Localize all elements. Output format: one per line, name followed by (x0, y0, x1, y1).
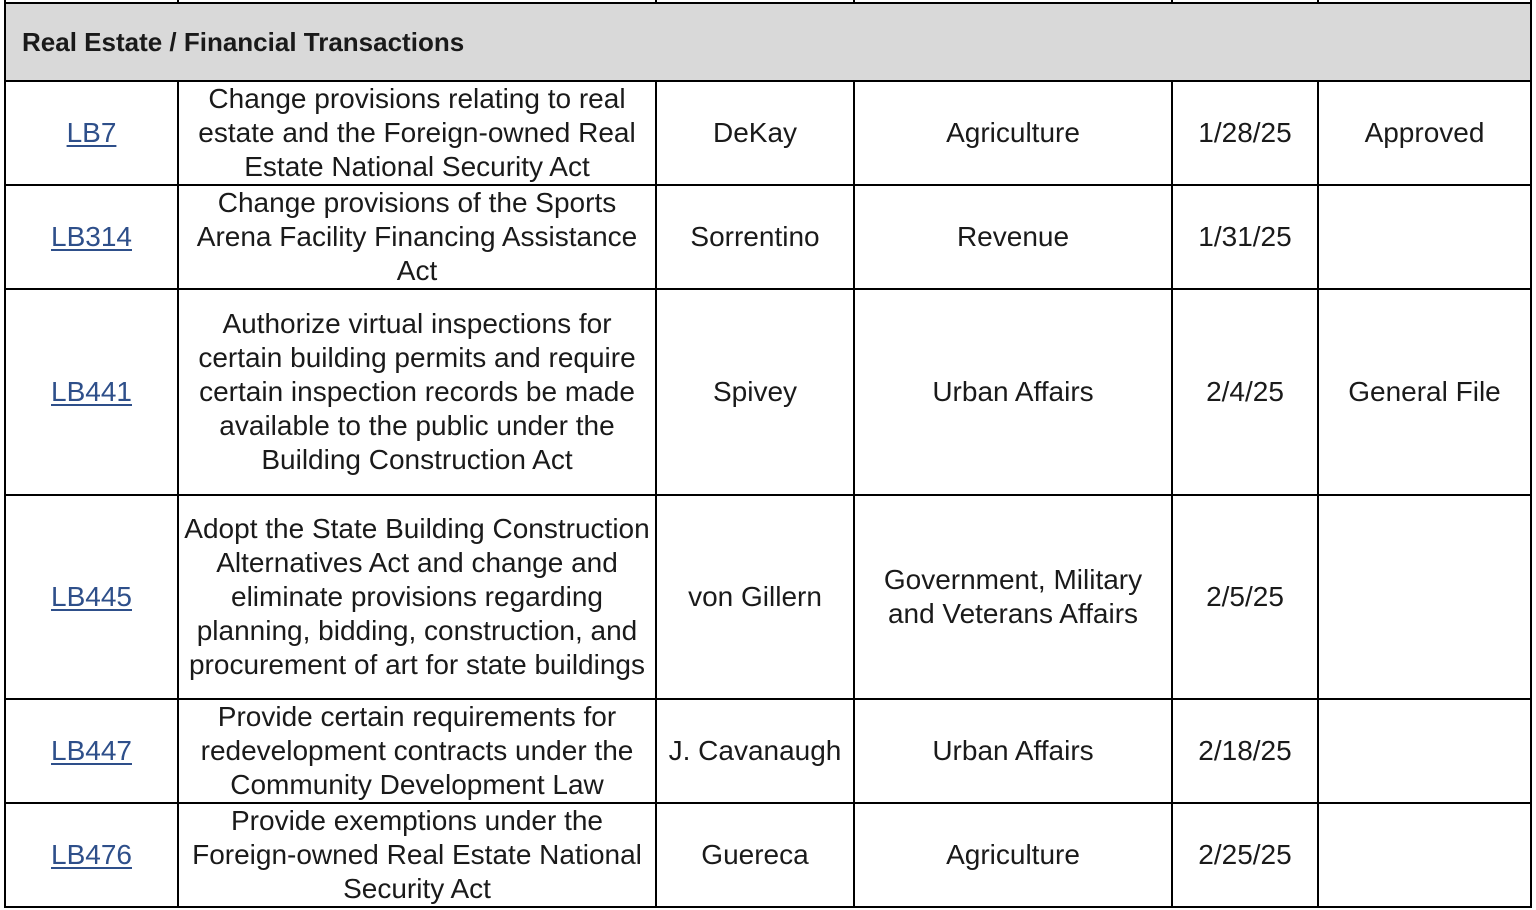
bill-number-cell (5, 81, 178, 185)
bill-status (1318, 803, 1531, 907)
table-row (5, 289, 1531, 495)
bill-date: 1/31/25 (1172, 185, 1318, 289)
bill-sponsor: von Gillern (656, 495, 854, 699)
bill-committee: Revenue (854, 185, 1172, 289)
bill-description: Provide certain requirements for redevelopment contracts under the Community Development Law (178, 699, 656, 803)
bill-sponsor: Sorrentino (656, 185, 854, 289)
table-row (5, 803, 1531, 907)
bill-description: Adopt the State Building Construction Alternatives Act and change and eliminate provisions regarding planning, bidding, construction, and procurement of art for state buildings (178, 495, 656, 699)
bill-link-lb447[interactable]: LB447 (51, 735, 132, 766)
bill-sponsor: DeKay (656, 81, 854, 185)
bill-description: Provide exemptions under the Foreign-owned Real Estate National Security Act (178, 803, 656, 907)
bill-number-cell (5, 289, 178, 495)
bill-link-lb476[interactable]: LB476 (51, 839, 132, 870)
bill-committee: Government, Military and Veterans Affairs (854, 495, 1172, 699)
table-row (5, 185, 1531, 289)
bill-date: 2/25/25 (1172, 803, 1318, 907)
bill-status: Approved (1318, 81, 1531, 185)
bill-number-cell (5, 495, 178, 699)
bill-committee: Agriculture (854, 81, 1172, 185)
bill-link-lb314[interactable]: LB314 (51, 221, 132, 252)
section-title: Real Estate / Financial Transactions (5, 3, 1531, 81)
section-header-row (5, 3, 1531, 81)
bill-description: Change provisions relating to real estate and the Foreign-owned Real Estate National Security Act (178, 81, 656, 185)
bill-date: 2/4/25 (1172, 289, 1318, 495)
bill-number-cell (5, 699, 178, 803)
bill-status (1318, 495, 1531, 699)
bill-status (1318, 699, 1531, 803)
bill-date: 2/5/25 (1172, 495, 1318, 699)
bill-number-cell (5, 803, 178, 907)
bill-link-lb441[interactable]: LB441 (51, 376, 132, 407)
bill-table-container (4, 0, 1530, 908)
bill-committee: Urban Affairs (854, 289, 1172, 495)
bill-description: Authorize virtual inspections for certain building permits and require certain inspection records be made available to the public under the Building Construction Act (178, 289, 656, 495)
bill-date: 2/18/25 (1172, 699, 1318, 803)
table-row (5, 81, 1531, 185)
bill-table (4, 0, 1532, 908)
bill-number-cell (5, 185, 178, 289)
bill-committee: Agriculture (854, 803, 1172, 907)
bill-status: General File (1318, 289, 1531, 495)
bill-date: 1/28/25 (1172, 81, 1318, 185)
bill-link-lb7[interactable]: LB7 (66, 117, 117, 148)
table-row (5, 699, 1531, 803)
bill-committee: Urban Affairs (854, 699, 1172, 803)
bill-sponsor: Guereca (656, 803, 854, 907)
bill-sponsor: J. Cavanaugh (656, 699, 854, 803)
bill-link-lb445[interactable]: LB445 (51, 581, 132, 612)
bill-status (1318, 185, 1531, 289)
bill-description: Change provisions of the Sports Arena Facility Financing Assistance Act (178, 185, 656, 289)
table-row (5, 495, 1531, 699)
bill-sponsor: Spivey (656, 289, 854, 495)
